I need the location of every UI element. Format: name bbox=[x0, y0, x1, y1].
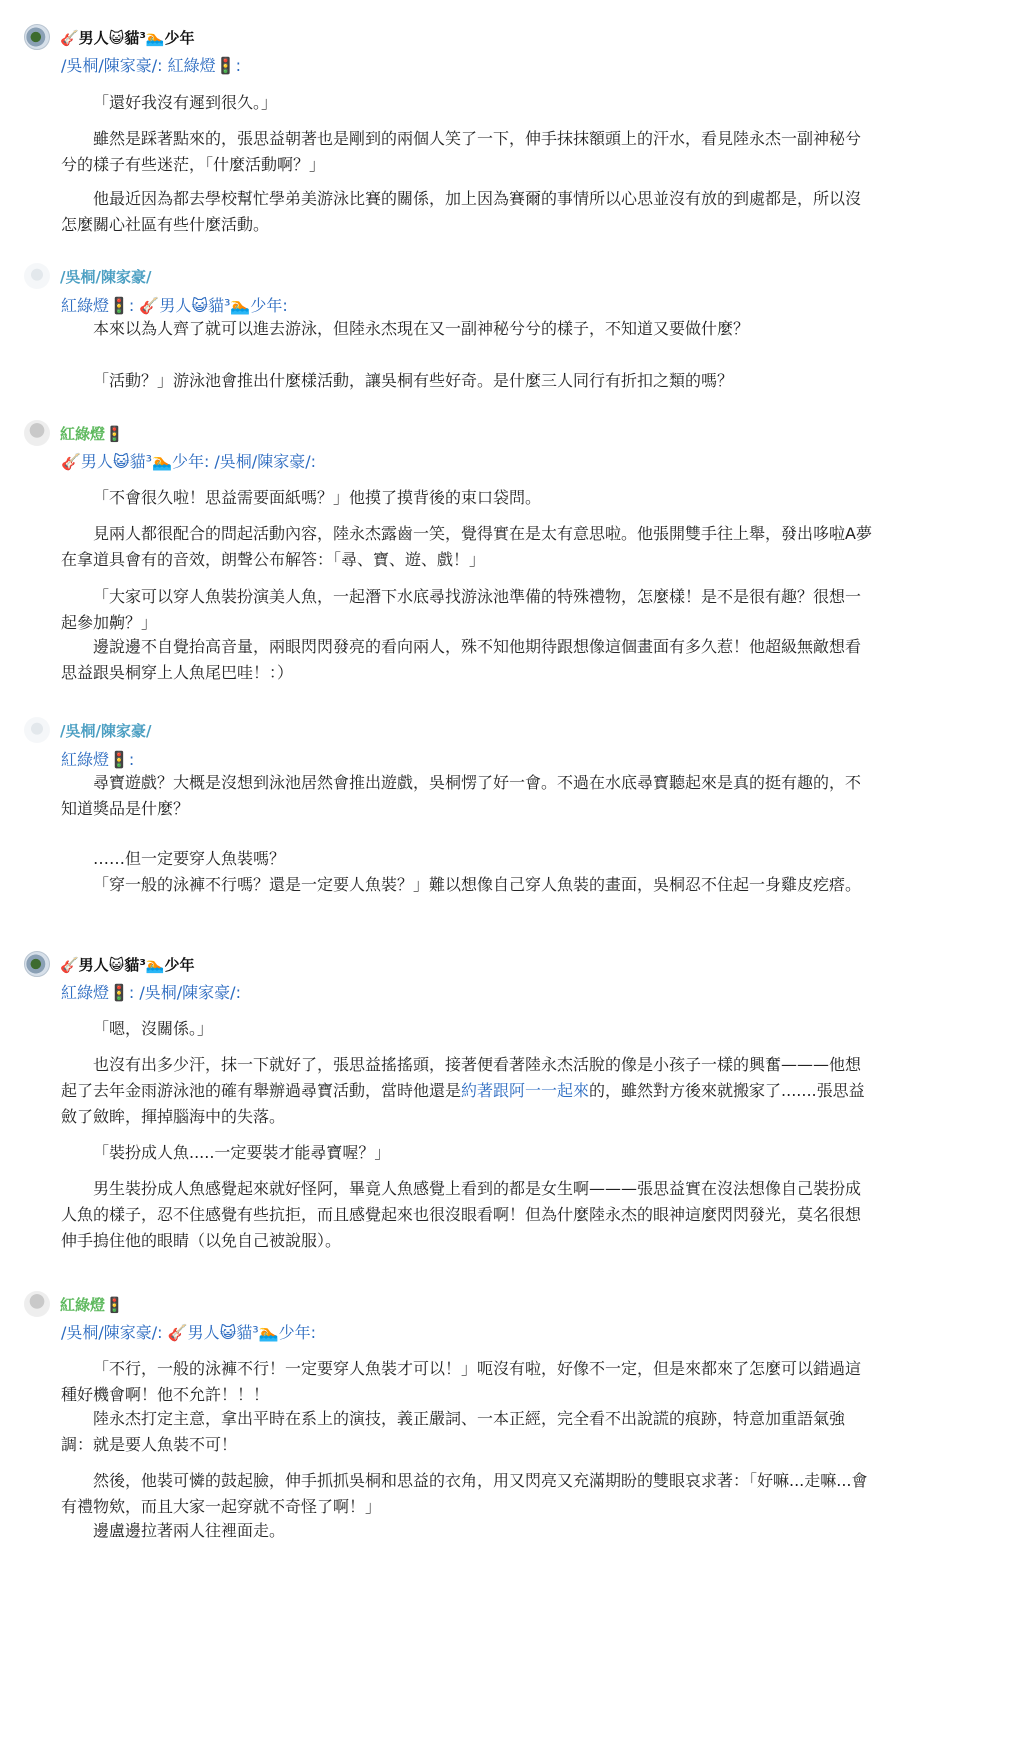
paragraph bbox=[61, 1052, 876, 1130]
recipients[interactable]: 紅綠燈🚦: 🎸男人😺貓³🏊少年: bbox=[61, 296, 288, 315]
author-name[interactable]: 紅綠燈🚦 bbox=[60, 424, 124, 443]
recipients[interactable]: 紅綠燈🚦: /吳桐/陳家豪/: bbox=[61, 983, 241, 1002]
author-name[interactable]: 🎸男人😺貓³🏊少年 bbox=[60, 955, 195, 974]
paragraph: 男生裝扮成人魚感覺起來就好怪阿，畢竟人魚感覺上看到的都是女生啊———張思益實在沒法想像自己裝扮成人魚的樣子，忍不住感覺有些抗拒，而且感覺起來也很沒眼看啊！但為什麼陸永杰的眼神這麼閃閃發光，莫名很想伸手摀住他的眼睛（以免自己被說服）。 bbox=[61, 1179, 862, 1250]
author-name[interactable]: 🎸男人😺貓³🏊少年 bbox=[60, 28, 195, 47]
post-5-header bbox=[24, 951, 195, 977]
paragraph: 雖然是踩著點來的，張思益朝著也是剛到的兩個人笑了一下，伸手抹抹額頭上的汗水，看見陸永杰一副神秘兮兮的樣子有些迷茫，「什麼活動啊？」 bbox=[61, 129, 862, 174]
paragraph: 尋寶遊戲？大概是沒想到泳池居然會推出遊戲，吳桐愣了好一會。不過在水底尋寶聽起來是真的挺有趣的，不知道獎品是什麼？ bbox=[61, 773, 862, 818]
avatar[interactable] bbox=[24, 24, 50, 50]
paragraph: 邊說邊不自覺抬高音量，兩眼閃閃發亮的看向兩人，殊不知他期待跟想像這個畫面有多久惹！他超級無敵想看思益跟吳桐穿上人魚尾巴哇！：） bbox=[61, 637, 862, 682]
paragraph: 「還好我沒有遲到很久。」 bbox=[93, 93, 278, 112]
avatar[interactable] bbox=[24, 420, 50, 446]
recipients[interactable]: 🎸男人😺貓³🏊少年: /吳桐/陳家豪/: bbox=[61, 452, 316, 471]
post-3-header bbox=[24, 420, 124, 446]
paragraph: 他最近因為都去學校幫忙學弟美游泳比賽的關係，加上因為賽爾的事情所以心思並沒有放的到處都是，所以沒怎麼關心社區有些什麼活動。 bbox=[61, 189, 862, 234]
recipients[interactable]: /吳桐/陳家豪/: 紅綠燈🚦: bbox=[61, 56, 241, 75]
recipients[interactable]: /吳桐/陳家豪/: 🎸男人😺貓³🏊少年: bbox=[61, 1323, 316, 1342]
paragraph-text: 也沒有出多少汗，抹一下就好了，張思益搖搖頭，接著便看著陸永杰活脫的像是小孩子一樣的興奮———他想起了去年金雨游泳池的確有舉辦過尋寶活動，當時他還是 bbox=[61, 1055, 862, 1100]
paragraph: 「大家可以穿人魚裝扮演美人魚，一起潛下水底尋找游泳池準備的特殊禮物，怎麼樣！是不是很有趣？很想一起參加齁？」 bbox=[61, 587, 862, 632]
author-name[interactable]: /吳桐/陳家豪/ bbox=[60, 721, 152, 740]
paragraph: 「活動？」游泳池會推出什麼樣活動，讓吳桐有些好奇。是什麼三人同行有折扣之類的嗎？ bbox=[93, 371, 734, 390]
post-1-header bbox=[24, 24, 195, 50]
post-4-header bbox=[24, 717, 151, 743]
avatar[interactable] bbox=[24, 263, 50, 289]
post-6-header bbox=[24, 1291, 124, 1317]
author-name[interactable]: /吳桐/陳家豪/ bbox=[60, 267, 152, 286]
paragraph: ……但一定要穿人魚裝嗎？ bbox=[93, 849, 286, 868]
paragraph: 「穿一般的泳褲不行嗎？還是一定要人魚裝？」難以想像自己穿人魚裝的畫面，吳桐忍不住起一身雞皮疙瘩。 bbox=[93, 875, 862, 894]
paragraph-text: 的，雖然對方後來就搬家了.......張思益斂了斂眸，揮掉腦海中的失落。 bbox=[61, 1081, 865, 1126]
paragraph: 陸永杰打定主意，拿出平時在系上的演技，義正嚴詞、一本正經，完全看不出說謊的痕跡，特意加重語氣強調：就是要人魚裝不可！ bbox=[61, 1409, 846, 1454]
paragraph: 邊盧邊拉著兩人往裡面走。 bbox=[93, 1521, 286, 1540]
paragraph: 「裝扮成人魚.....一定要裝才能尋寶喔？」 bbox=[93, 1143, 391, 1162]
recipients[interactable]: 紅綠燈🚦: bbox=[61, 750, 135, 769]
post-2-header bbox=[24, 263, 151, 289]
link[interactable]: 約著跟阿一一起來 bbox=[461, 1081, 590, 1100]
paragraph: 然後，他裝可憐的鼓起臉，伸手抓抓吳桐和思益的衣角，用又閃亮又充滿期盼的雙眼哀求著：「好嘛...走嘛...會有禮物欸，而且大家一起穿就不奇怪了啊！」 bbox=[61, 1471, 868, 1516]
paragraph: 「嗯，沒關係。」 bbox=[93, 1019, 214, 1038]
paragraph: 「不會很久啦！思益需要面紙嗎？」他摸了摸背後的束口袋問。 bbox=[93, 488, 542, 507]
avatar[interactable] bbox=[24, 951, 50, 977]
avatar[interactable] bbox=[24, 717, 50, 743]
paragraph: 「不行，一般的泳褲不行！一定要穿人魚裝才可以！」呃沒有啦，好像不一定，但是來都來了怎麼可以錯過這種好機會啊！他不允許！！！ bbox=[61, 1359, 862, 1404]
paragraph: 本來以為人齊了就可以進去游泳，但陸永杰現在又一副神秘兮兮的樣子，不知道又要做什麼？ bbox=[93, 319, 750, 338]
avatar[interactable] bbox=[24, 1291, 50, 1317]
author-name[interactable]: 紅綠燈🚦 bbox=[60, 1295, 124, 1314]
paragraph: 見兩人都很配合的問起活動內容，陸永杰露齒一笑，覺得實在是太有意思啦。他張開雙手往上舉，發出哆啦A夢在拿道具會有的音效，朗聲公布解答：「尋、寶、遊、戲！」 bbox=[61, 524, 872, 569]
